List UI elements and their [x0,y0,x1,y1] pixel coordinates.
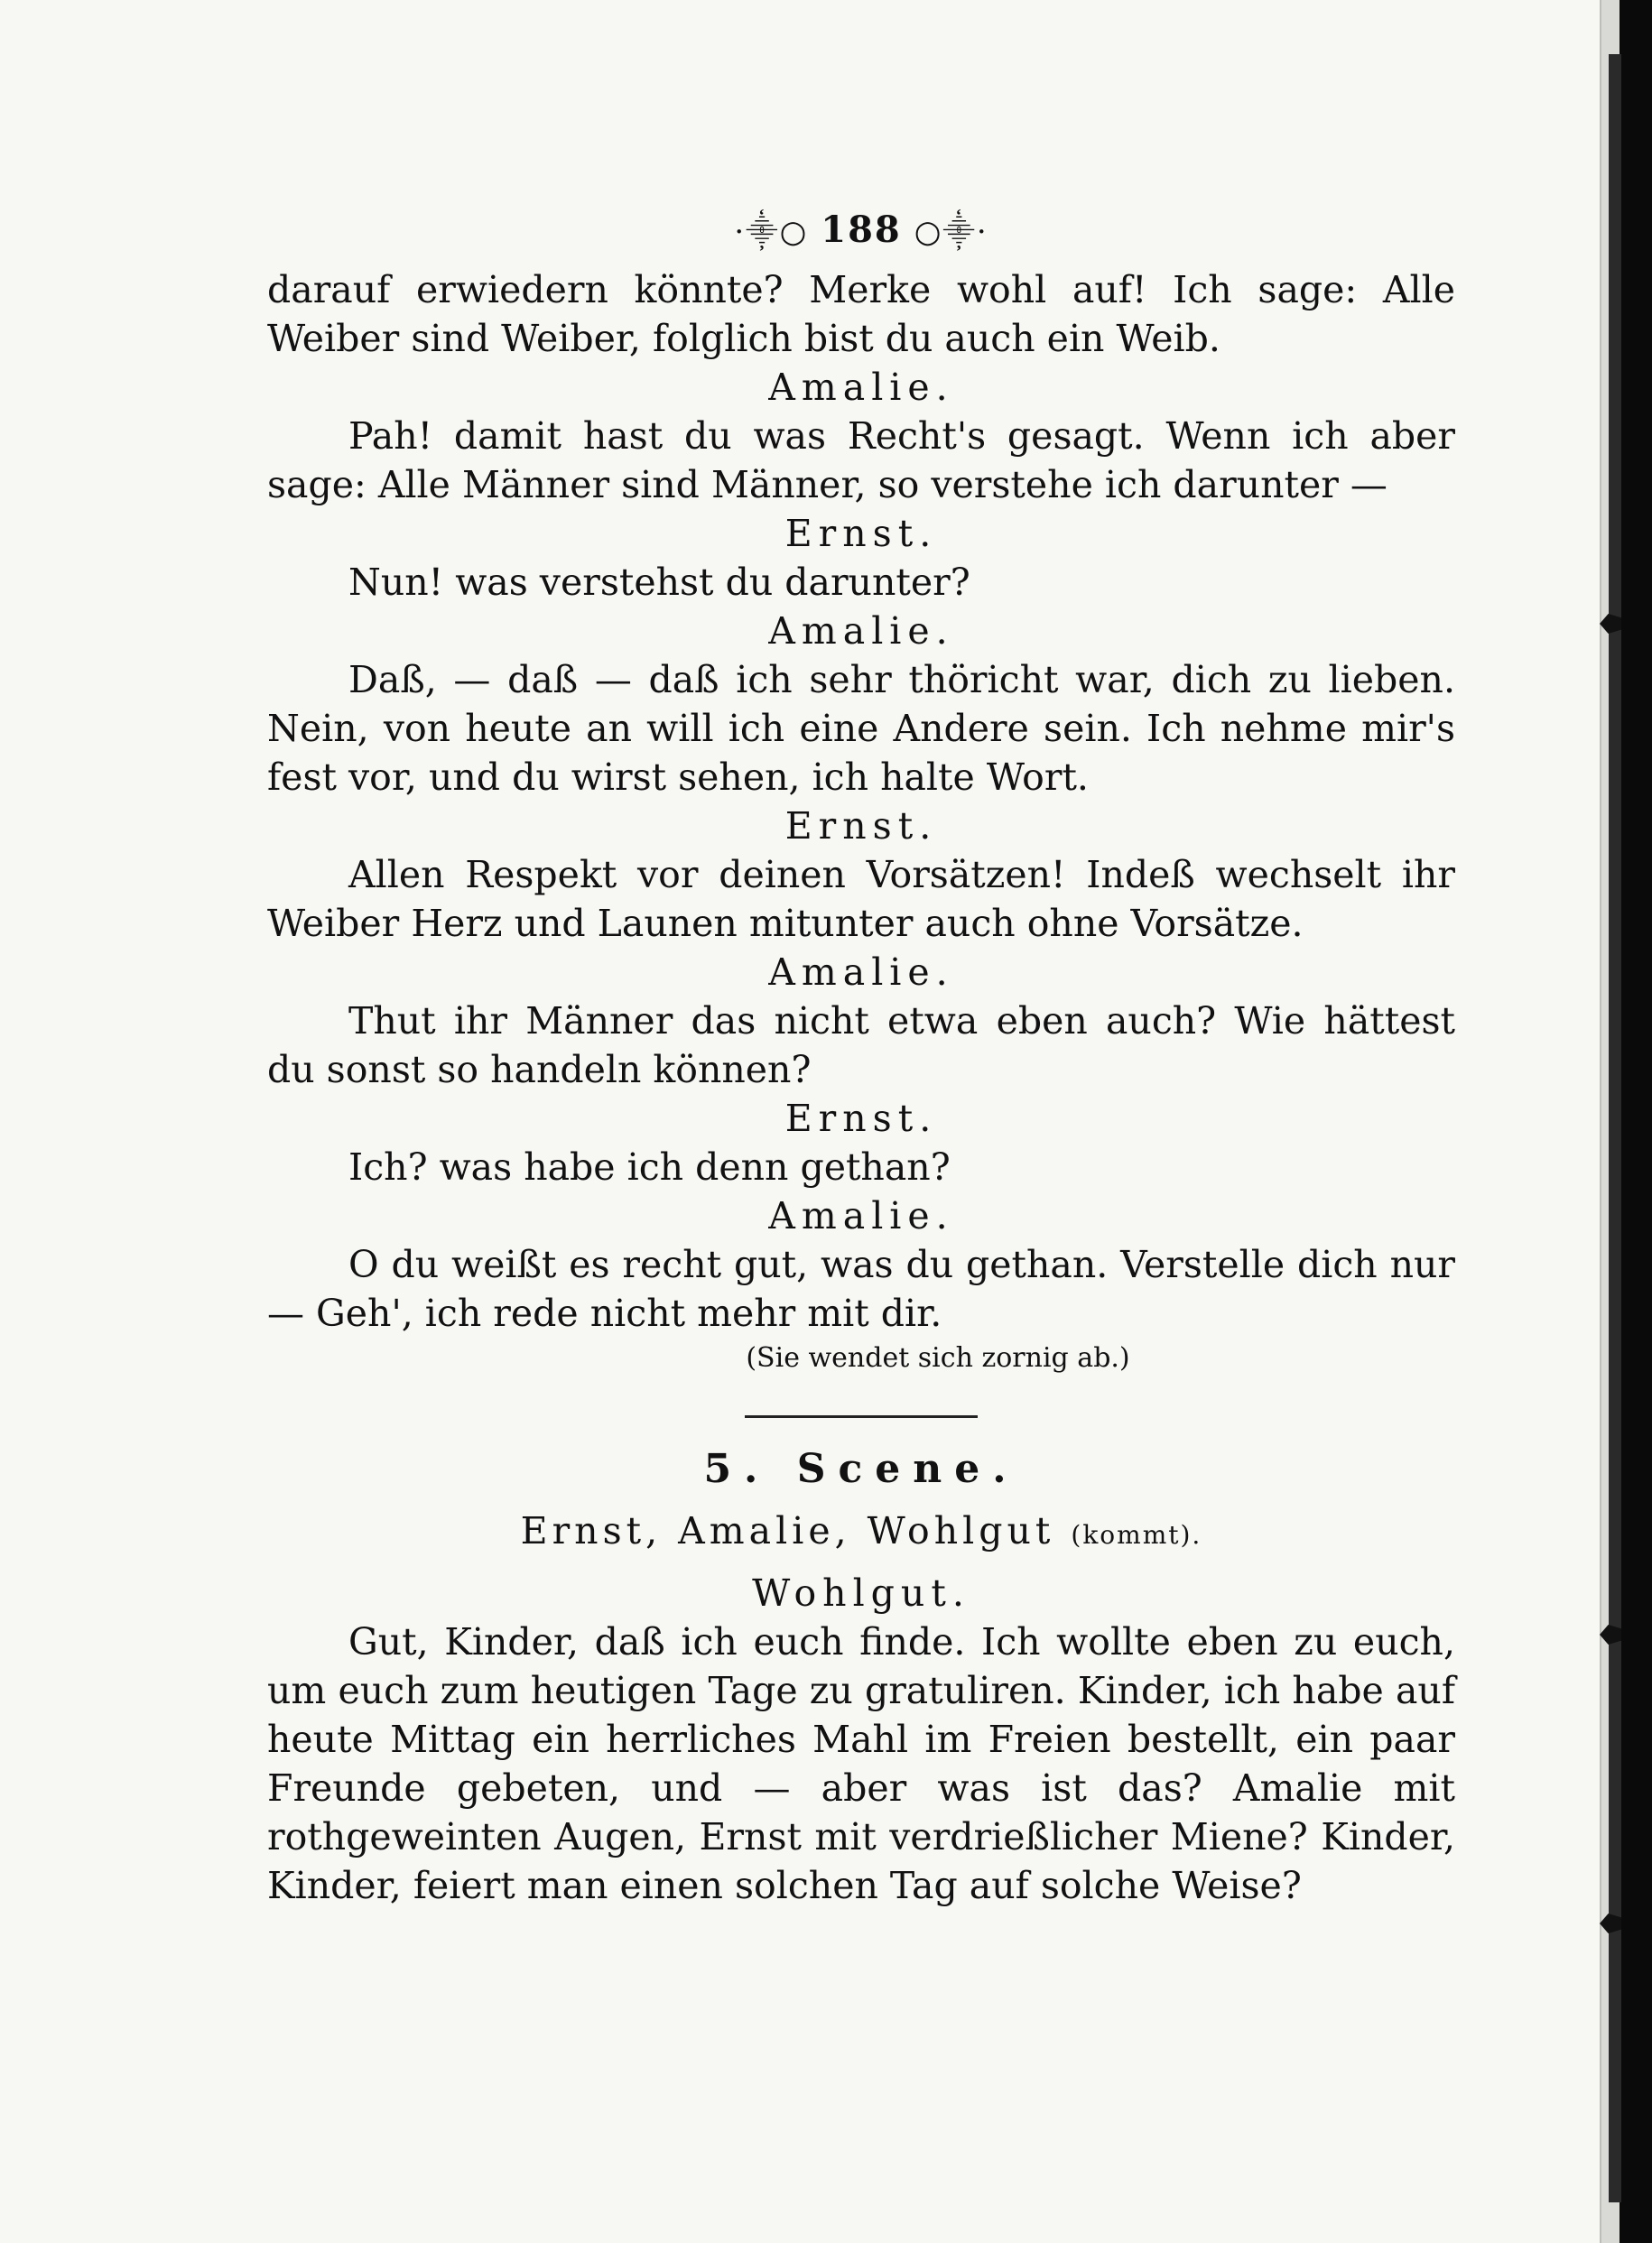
dialogue-section [267,1569,1455,1910]
page-text [267,206,1455,1910]
header-ornament-left: ·⸎○ [734,214,809,250]
scene-divider [745,1415,978,1418]
speaker-name: Ernst. [784,1097,938,1140]
stage-direction: (Sie wendet sich zornig ab.) [746,1342,1130,1374]
speaker-name: Ernst. [784,804,938,848]
page-header [267,206,1455,256]
speaker-name: Amalie. [768,950,954,994]
scene-persons [267,1506,1455,1560]
page-number: 188 [821,209,902,251]
speaker-name: Wohlgut. [752,1571,970,1615]
dialogue-paragraph: Thut ihr Männer das nicht etwa eben auch? Wie hättest du sonst so handeln können? [267,999,1455,1091]
scene-persons-note: (kommt). [1071,1520,1202,1550]
speaker-name: Amalie. [768,366,954,409]
header-ornament-right: ○⸎· [914,214,988,250]
dialogue-paragraph: Daß, — daß — daß ich sehr thöricht war, dich zu lieben. Nein, von heute an will ich eine Andere sein. Ich nehme mir's fest vor, und du wirst sehen, ich halte Wort. [267,658,1455,799]
dialogue-paragraph: Gut, Kinder, daß ich euch finde. Ich wollte eben zu euch, um euch zum heutigen Tage zu gratuliren. Kinder, ich habe auf heute Mittag ein herrliches Mahl im Freien bestellt, ein paar Freunde gebeten, und — aber was ist das? Amalie mit rothgeweinten Augen, Ernst mit verdrießlicher Miene? Kinder, Kinder, feiert man einen solchen Tag auf solche Weise? [267,1620,1455,1907]
dialogue-paragraph: Allen Respekt vor deinen Vorsätzen! Indeß wechselt ihr Weiber Herz und Launen mitunter auch ohne Vorsätze. [267,853,1455,945]
dialogue-paragraph: Pah! damit hast du was Recht's gesagt. Wenn ich aber sage: Alle Männer sind Männer, so verstehe ich darunter — [267,414,1455,506]
page-binding-shadow [1609,54,1621,2202]
dialogue-paragraph: Nun! was verstehst du darunter? [348,561,970,604]
speaker-name: Ernst. [784,512,938,555]
speaker-name: Amalie. [768,609,954,653]
dialogue-section [267,265,1455,1379]
scene-title: 5. Scene. [703,1446,1019,1492]
scene-persons-names: Ernst, Amalie, Wohlgut [520,1509,1055,1552]
dialogue-paragraph: O du weißt es recht gut, was du gethan. Verstelle dich nur — Geh', ich rede nicht mehr mit dir. [267,1243,1455,1335]
dialogue-paragraph: Ich? was habe ich denn gethan? [348,1145,951,1189]
speaker-name: Amalie. [768,1194,954,1237]
dialogue-paragraph: darauf erwiedern könnte? Merke wohl auf! Ich sage: Alle Weiber sind Weiber, folglich bist du auch ein Weib. [267,268,1455,360]
